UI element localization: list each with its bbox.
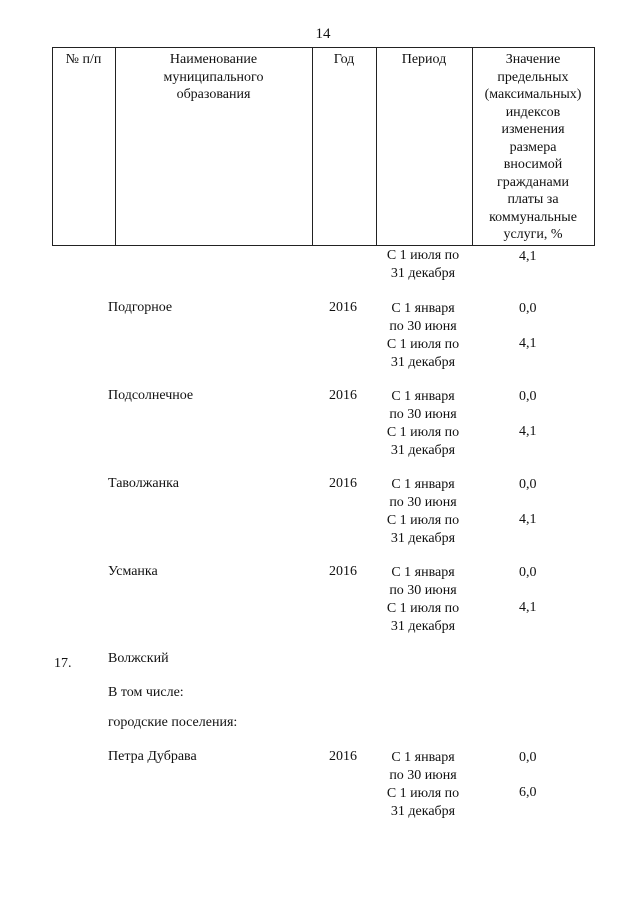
value-first-half: 0,0 bbox=[519, 750, 537, 765]
header-value-line: коммунальные bbox=[489, 209, 577, 225]
value-first-half: 0,0 bbox=[519, 301, 537, 316]
period-line: С 1 января bbox=[391, 301, 455, 316]
header-value-line: платы за bbox=[507, 192, 559, 207]
period-first-half bbox=[368, 564, 478, 600]
year: 2016 bbox=[329, 564, 357, 579]
header-name-line: муниципального bbox=[163, 69, 264, 85]
page-number: 14 bbox=[315, 26, 331, 42]
period-line: С 1 января bbox=[391, 750, 455, 765]
value-second-half: 4,1 bbox=[519, 336, 537, 351]
period-second-half bbox=[368, 600, 478, 636]
cont-value: 4,1 bbox=[519, 249, 537, 264]
value-first-half: 0,0 bbox=[519, 565, 537, 580]
header-name bbox=[115, 51, 312, 104]
municipality-name: Усманка bbox=[108, 564, 158, 579]
period-line: С 1 июля по bbox=[386, 513, 460, 528]
header-number: № п/п bbox=[65, 52, 102, 67]
year: 2016 bbox=[329, 749, 357, 764]
header-top-border bbox=[52, 47, 595, 48]
header-value-line: индексов bbox=[505, 104, 561, 120]
value-first-half: 0,0 bbox=[519, 477, 537, 492]
period-first-half bbox=[368, 388, 478, 424]
cont-period bbox=[368, 247, 478, 283]
section-number: 17. bbox=[54, 656, 72, 671]
value-second-half: 4,1 bbox=[519, 424, 537, 439]
period-line: 31 декабря bbox=[390, 619, 456, 634]
period-line: по 30 июня bbox=[389, 319, 457, 334]
header-value-line: размера bbox=[509, 139, 557, 155]
period-second-half bbox=[368, 336, 478, 372]
header-value-line: услуги, % bbox=[503, 227, 563, 242]
header-value-line: предельных bbox=[497, 69, 569, 85]
header-value-line: гражданами bbox=[496, 174, 570, 190]
header-value-line: изменения bbox=[501, 122, 565, 137]
header-name-line: Наименование bbox=[169, 52, 258, 67]
header-border-2 bbox=[312, 47, 313, 245]
year: 2016 bbox=[329, 300, 357, 315]
header-name-line: образования bbox=[176, 87, 251, 102]
period-second-half bbox=[368, 512, 478, 548]
municipality-name: Таволжанка bbox=[108, 476, 179, 491]
period-line: по 30 июня bbox=[389, 583, 457, 598]
period-line: 31 декабря bbox=[390, 355, 456, 370]
period-line: по 30 июня bbox=[389, 495, 457, 510]
header-border-left bbox=[52, 47, 53, 245]
period-line: 31 декабря bbox=[390, 443, 456, 458]
value-second-half: 4,1 bbox=[519, 600, 537, 615]
period-line: С 1 января bbox=[391, 389, 455, 404]
section-including-label: В том числе: bbox=[108, 685, 184, 700]
section-name: Волжский bbox=[108, 651, 169, 666]
period-line: С 1 июля по bbox=[386, 786, 460, 801]
period-line: С 1 июля по bbox=[386, 601, 460, 616]
municipality-name: Подсолнечное bbox=[108, 388, 194, 403]
period-line: 31 декабря bbox=[390, 266, 456, 281]
year: 2016 bbox=[329, 476, 357, 491]
municipality-name: Подгорное bbox=[108, 300, 173, 315]
period-line: С 1 января bbox=[391, 477, 455, 492]
header-value-line: Значение bbox=[505, 52, 561, 67]
header-value bbox=[472, 51, 594, 244]
municipality-name: Петра Дубрава bbox=[108, 749, 197, 764]
header-value-line: (максимальных) bbox=[484, 87, 582, 102]
value-second-half: 6,0 bbox=[519, 785, 537, 800]
header-value-line: вносимой bbox=[503, 157, 563, 172]
header-bottom-border bbox=[52, 245, 595, 246]
period-line: по 30 июня bbox=[389, 407, 457, 422]
section-urban-label: городские поселения: bbox=[108, 715, 238, 730]
header-period: Период bbox=[401, 52, 447, 67]
period-line: С 1 июля по bbox=[386, 337, 460, 352]
period-first-half bbox=[368, 749, 478, 785]
period-second-half bbox=[368, 424, 478, 460]
year: 2016 bbox=[329, 388, 357, 403]
header-border-right bbox=[594, 47, 595, 245]
period-first-half bbox=[368, 300, 478, 336]
period-line: С 1 июля по bbox=[386, 248, 460, 263]
period-line: С 1 июля по bbox=[386, 425, 460, 440]
period-line: С 1 января bbox=[391, 565, 455, 580]
period-first-half bbox=[368, 476, 478, 512]
period-line: 31 декабря bbox=[390, 531, 456, 546]
value-second-half: 4,1 bbox=[519, 512, 537, 527]
header-year: Год bbox=[333, 52, 355, 67]
period-second-half bbox=[368, 785, 478, 821]
period-line: 31 декабря bbox=[390, 804, 456, 819]
value-first-half: 0,0 bbox=[519, 389, 537, 404]
header-border-3 bbox=[376, 47, 377, 245]
period-line: по 30 июня bbox=[389, 768, 457, 783]
